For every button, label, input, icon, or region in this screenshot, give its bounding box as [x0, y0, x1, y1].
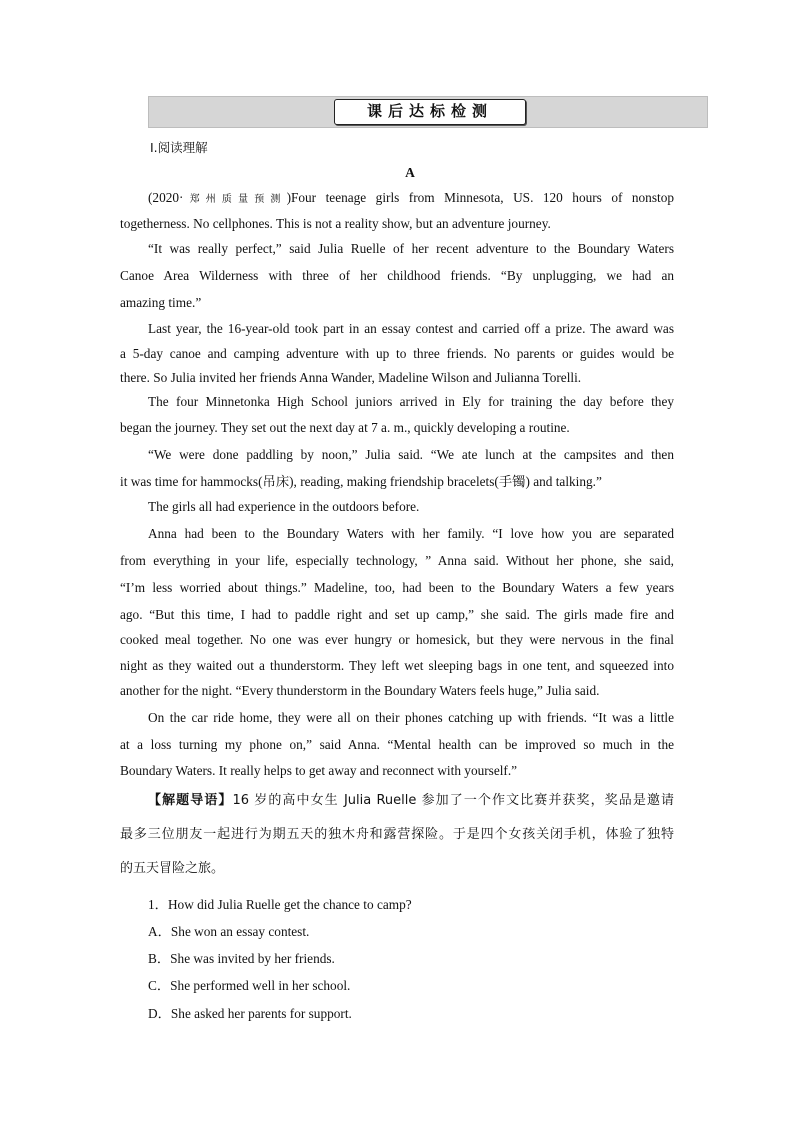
passage-line: began the journey. They set out the next day at 7 a. m., quickly developing a routine.	[120, 420, 570, 435]
passage-line: from everything in your life, especially technology, ” Anna said. Without her phone, she said,	[120, 553, 674, 568]
guide-line: 【解题导语】16 岁的高中女生 Julia Ruelle 参加了一个作文比赛并获奖，奖品是邀请	[148, 793, 674, 808]
passage-line: Boundary Waters. It really helps to get away and reconnect with yourself.”	[120, 763, 518, 778]
passage-line: there. So Julia invited her friends Anna Wander, Madeline Wilson and Julianna Torelli.	[120, 370, 582, 385]
passage-line: Canoe Area Wilderness with three of her childhood friends. “By unplugging, we had an	[120, 268, 674, 283]
passage-line: another for the night. “Every thunderstorm in the Boundary Waters feels huge,” Julia said.	[120, 683, 600, 698]
passage-line: “It was really perfect,” said Julia Ruelle of her recent adventure to the Boundary Waters	[148, 241, 674, 256]
section-label: Ⅰ.阅读理解	[150, 140, 208, 155]
passage-line: cooked meal together. No one was ever hungry or homesick, but they were nervous in the final	[120, 632, 674, 647]
passage-line: “I’m less worried about things.” Madeline, too, had been to the Boundary Waters a few years	[120, 580, 674, 595]
passage-line: Anna had been to the Boundary Waters with her family. “I love how you are separated	[148, 526, 674, 541]
guide-line: 最多三位朋友一起进行为期五天的独木舟和露营探险。于是四个女孩关闭手机，体验了独特	[120, 827, 674, 842]
passage-line: Last year, the 16-year-old took part in an essay contest and carried off a prize. The award was	[148, 321, 674, 336]
passage-line: amazing time.”	[120, 295, 202, 310]
option-b[interactable]: B．She was invited by her friends.	[148, 951, 335, 966]
passage-line: at a loss turning my phone on,” said Anna. “Mental health can be improved so much in the	[120, 737, 674, 752]
option-d[interactable]: D．She asked her parents for support.	[148, 1006, 352, 1021]
option-c[interactable]: C．She performed well in her school.	[148, 978, 351, 993]
passage-source: 郑州质量预测	[183, 194, 287, 205]
passage-line: “We were done paddling by noon,” Julia said. “We ate lunch at the campsites and then	[148, 447, 674, 462]
guide-tag: 【解题导语】	[148, 793, 233, 808]
passage-line: a 5-day canoe and camping adventure with up to three friends. No parents or guides would be	[120, 346, 674, 361]
passage-line: it was time for hammocks(吊床), reading, making friendship bracelets(手镯) and talking.”	[120, 474, 602, 489]
passage-line: (2020·郑州质量预测)Four teenage girls from Minnesota, US. 120 hours of nonstop	[148, 190, 674, 205]
guide-line: 的五天冒险之旅。	[120, 861, 225, 876]
passage-line: togetherness. No cellphones. This is not a reality show, but an adventure journey.	[120, 216, 551, 231]
passage-line: On the car ride home, they were all on their phones catching up with friends. “It was a little	[148, 710, 674, 725]
passage-line: The girls all had experience in the outdoors before.	[148, 499, 420, 514]
option-a[interactable]: A．She won an essay contest.	[148, 924, 310, 939]
question-stem: 1．How did Julia Ruelle get the chance to camp?	[148, 897, 412, 912]
passage-year: (2020·	[148, 190, 184, 205]
section-header-title: 课后达标检测	[334, 99, 526, 125]
passage-line: The four Minnetonka High School juniors arrived in Ely for training the day before they	[148, 394, 674, 409]
passage-line: ago. “But this time, I had to paddle right and set up camp,” she said. The girls made fire and	[120, 607, 674, 622]
passage-line: night as they waited out a thunderstorm. They left wet sleeping bags in one tent, and squeezed into	[120, 658, 674, 673]
passage-title: A	[405, 165, 415, 180]
